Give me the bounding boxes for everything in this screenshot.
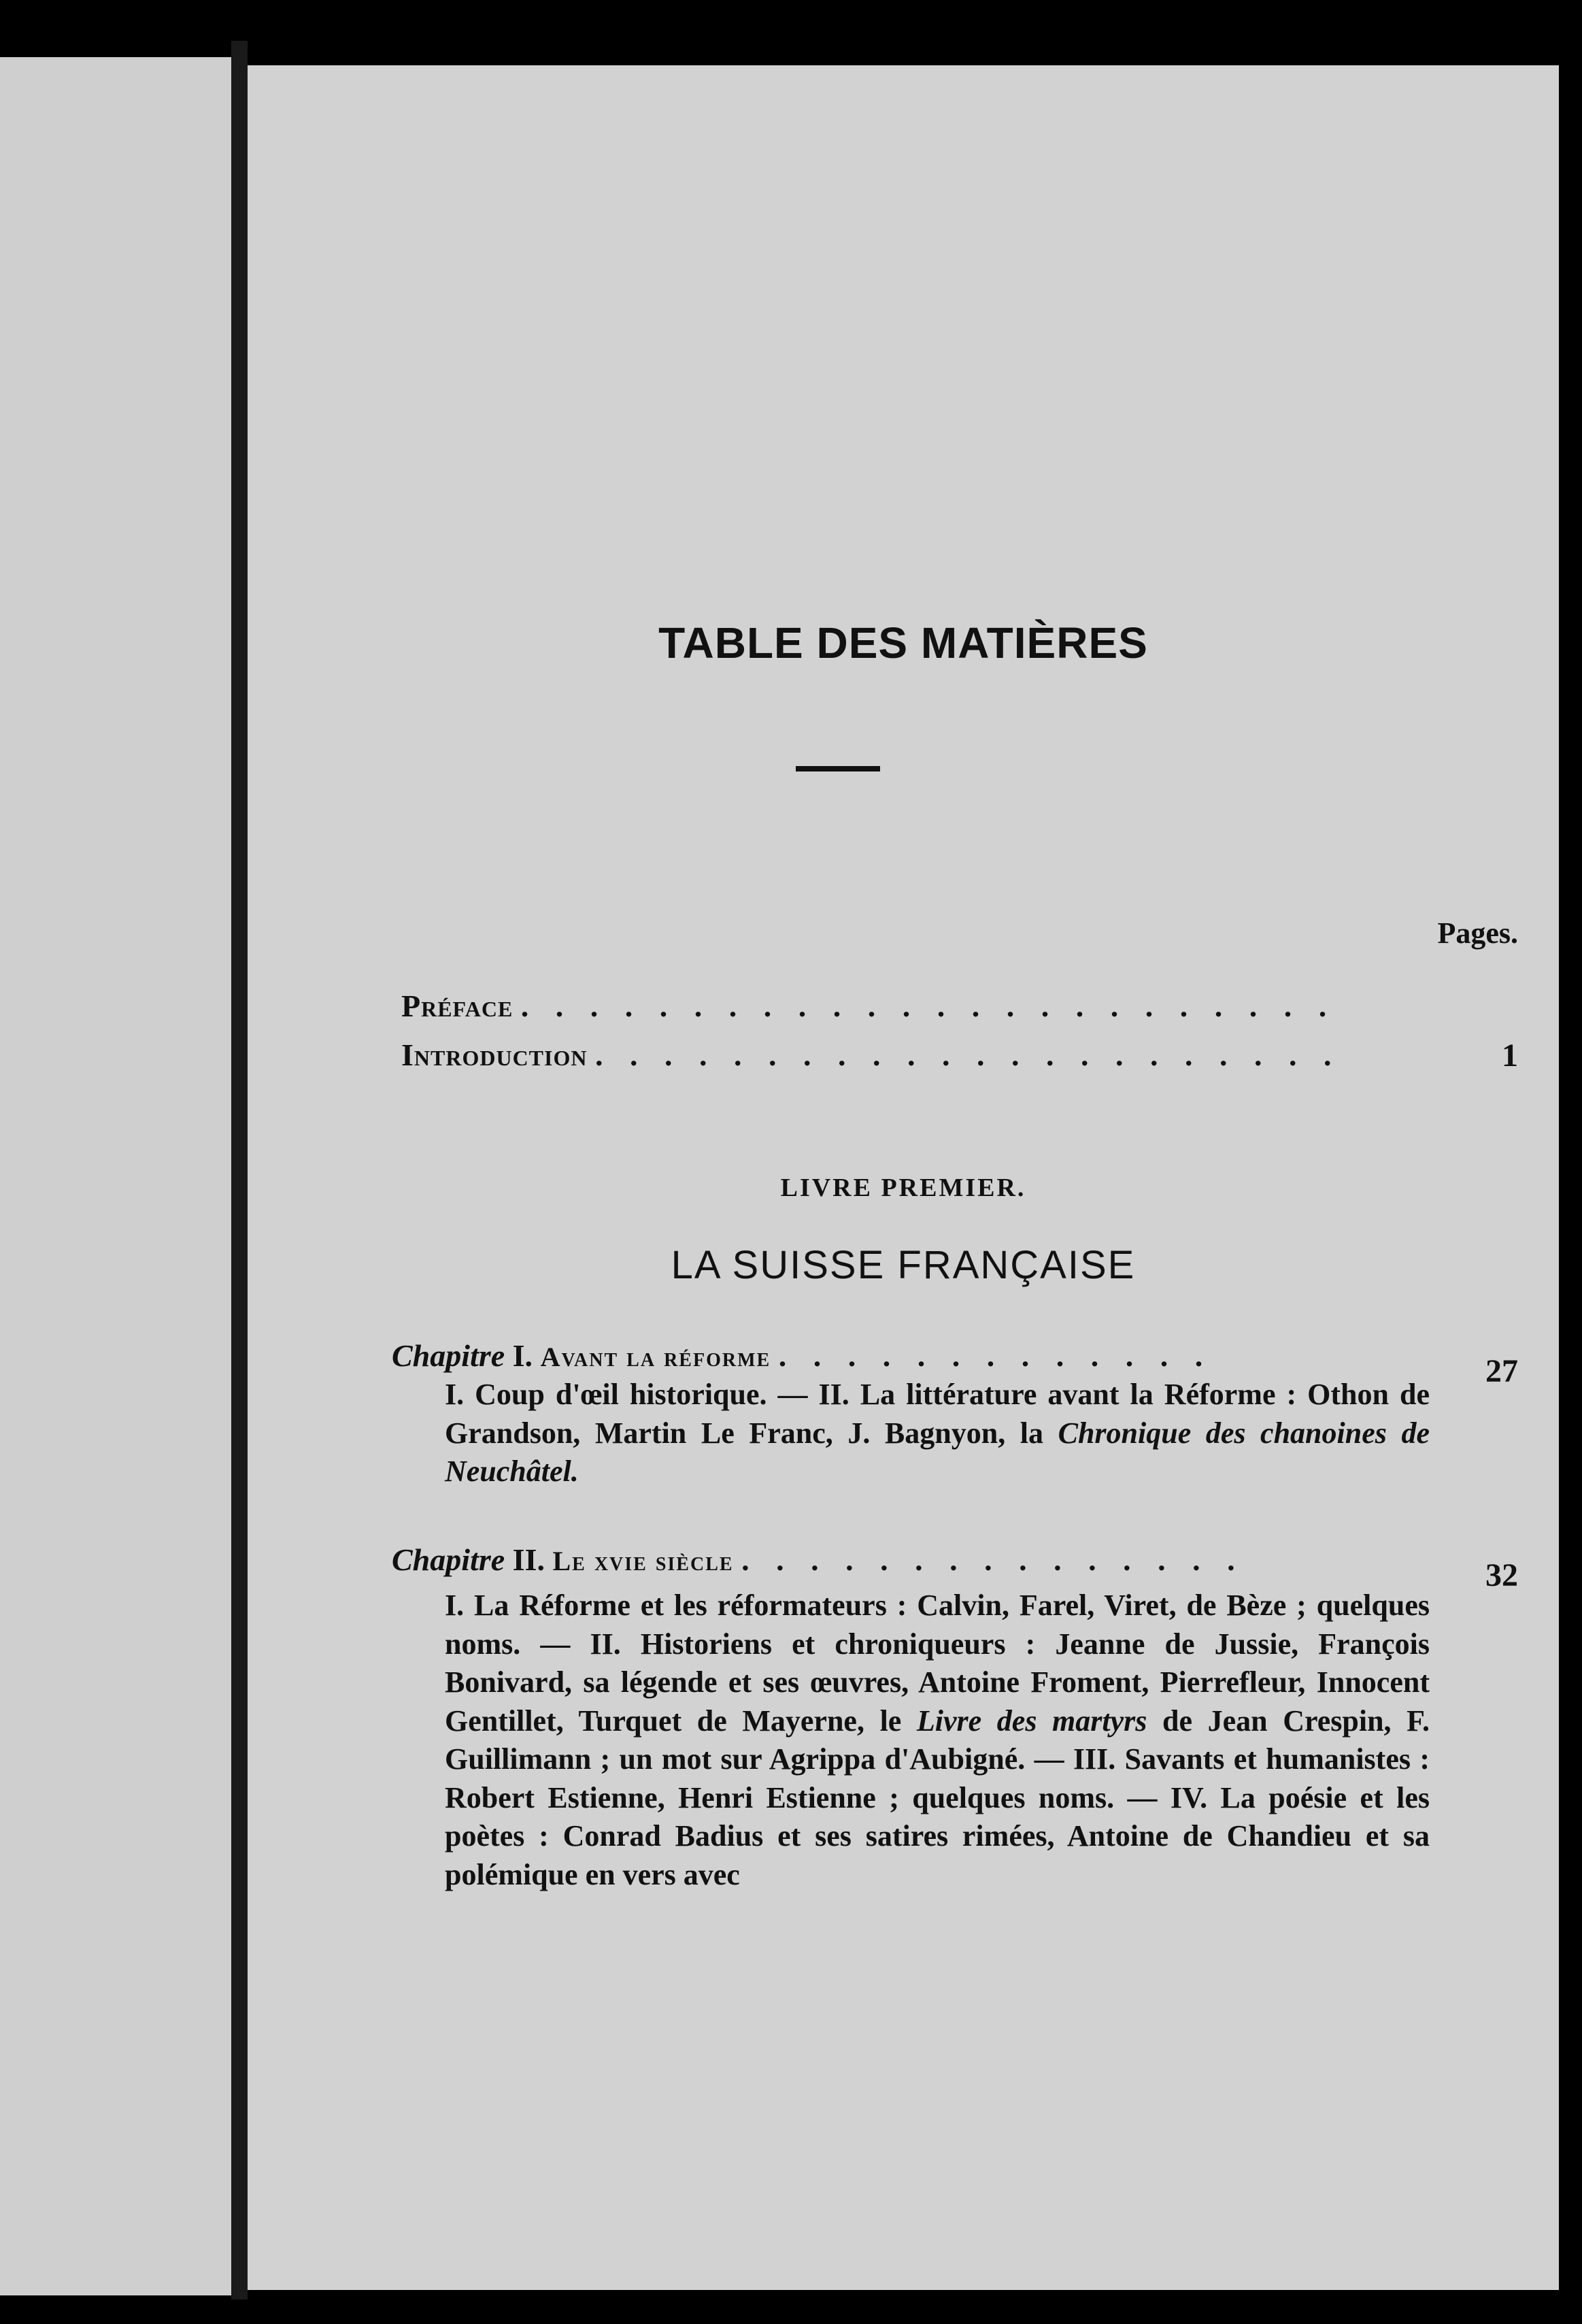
chapter-lead: Chapitre (392, 1542, 505, 1577)
toc-entry-preface (401, 988, 1435, 1024)
leader-dots: . . . . . . . . . . . . . . . (741, 1542, 1245, 1577)
chapter-lead: Chapitre (392, 1338, 505, 1373)
chapter-heading (392, 1542, 1432, 1578)
summary-italic-title: Chronique des chanoines de Neuchâtel. (445, 1416, 1430, 1488)
entry-page-number: 1 (1502, 1038, 1518, 1074)
chapter-name: Avant la réforme (540, 1342, 771, 1372)
title-rule (796, 766, 880, 771)
toc-entry-introduction (401, 1037, 1435, 1073)
chapter-page-number: 32 (1485, 1557, 1518, 1593)
page-title: TABLE DES MATIÈRES (658, 618, 1148, 667)
book-title: LA SUISSE FRANÇAISE (671, 1243, 1136, 1287)
leader-dots: . . . . . . . . . . . . . (778, 1338, 1213, 1373)
pages-column-label: Pages. (1437, 916, 1518, 950)
summary-text: I. La Réforme et les réformateurs : Calvin, Farel, Viret, de Bèze ; quelques noms. — II. Historiens et chroniqueurs : Jeanne de Jussie, François Bonivard, sa légende et ses œuvres, Antoine Froment, Pierrefleur, Innocent Gentillet, Turquet de Mayerne, le (445, 1589, 1430, 1738)
chapter-name: Le xvie siècle (552, 1546, 734, 1576)
chapter-heading (392, 1338, 1432, 1374)
toc-page (248, 65, 1559, 2290)
chapter-page-number: 27 (1485, 1353, 1518, 1389)
entry-label: Introduction (401, 1038, 588, 1072)
entry-label: Préface (401, 989, 514, 1023)
leader-dots: . . . . . . . . . . . . . . . . . . . . . . (594, 1038, 1341, 1072)
chapter-number: II. (512, 1542, 545, 1577)
summary-text: I. Coup d'œil historique. — II. La littérature avant la Réforme : Othon de Grandson, Martin Le Franc, J. Bagnyon, la (445, 1378, 1430, 1450)
chapter-summary (445, 1376, 1430, 1491)
summary-italic-title: Livre des martyrs (916, 1704, 1147, 1738)
leader-dots: . . . . . . . . . . . . . . . . . . . . . . . . (520, 989, 1336, 1023)
facing-page-edge (0, 57, 231, 2295)
chapter-summary (445, 1587, 1430, 1894)
book-label: LIVRE PREMIER. (780, 1174, 1026, 1202)
chapter-number: I. (512, 1338, 533, 1373)
summary-text: de Jean Crespin, F. Guillimann ; un mot sur Agrippa d'Aubigné. — III. Savants et humanistes : Robert Estienne, Henri Estienne ; quelques noms. — IV. La poésie et les poètes : Conrad Badius et ses satires rimées, Antoine de Chandieu et sa polémique en vers avec (445, 1704, 1430, 1891)
book-gutter (231, 41, 248, 2300)
